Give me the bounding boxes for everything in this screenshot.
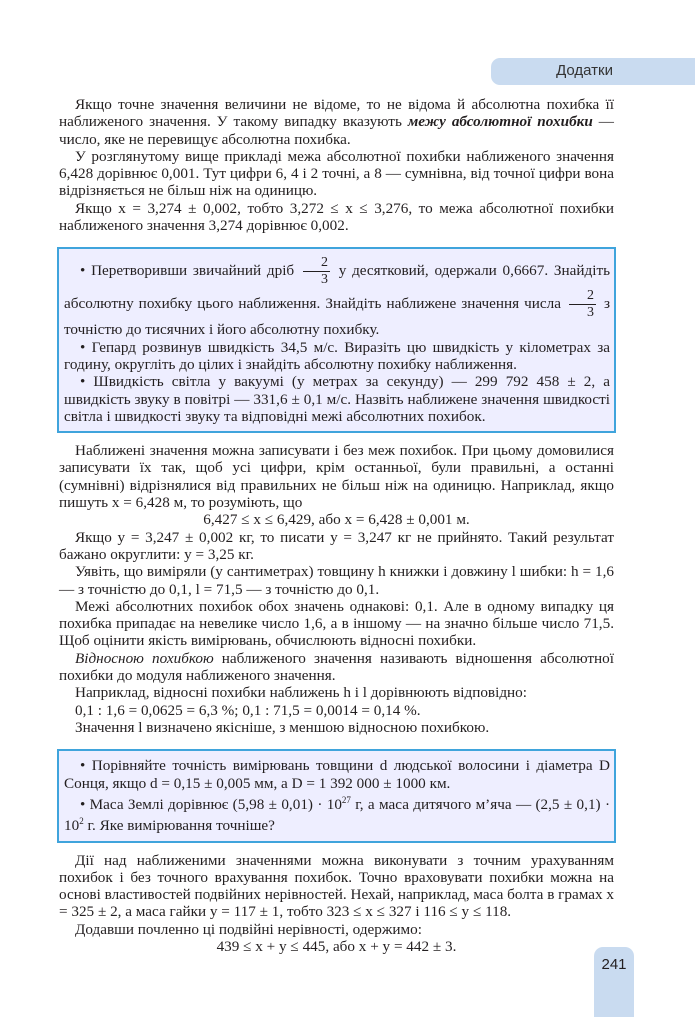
fraction-numerator: 2 — [303, 255, 330, 272]
fraction-two-thirds — [569, 288, 596, 321]
section-title: Додатки — [556, 62, 613, 79]
exponent: 27 — [341, 794, 351, 805]
paragraph-example-3274: Якщо x = 3,274 ± 0,002, тобто 3,272 ≤ x ≤ 3,276, то межа абсолютної похибки наближеного значення 3,274 дорівнює 0,002. — [59, 199, 614, 235]
paragraph-example-3247: Якщо y = 3,247 ± 0,002 кг, то писати y = 3,247 кг не прийнято. Такий результат бажано округлити: y = 3,25 кг. — [59, 528, 614, 563]
formula-6428: 6,427 ≤ x ≤ 6,429, або x = 6,428 ± 0,001 м. — [203, 511, 470, 529]
paragraph-adding: Додавши почленно ці подвійні нерівності, одержимо: — [75, 920, 422, 938]
text: з точністю до тисячних і його абсолютну похибку. — [64, 295, 611, 339]
text: г. Яке вимірювання точніше? — [83, 817, 275, 835]
term-relative-error: Відносною похибкою — [75, 649, 214, 667]
paragraph-approx-without-bounds: Наближені значення можна записувати і без меж похибок. При цьому домовилися записувати їх так, щоб усі цифри, крім останньої, були правильні, а останні (сумнівні) відрізнялися від правильних не більш ніж на одиницю. Наприклад, якщо пишуть x = 6,428 м, то розуміють, що — [59, 442, 614, 512]
paragraph-book-and-glass: Уявіть, що виміряли (у сантиметрах) товщину h книжки і довжину l шибки: h = 1,6 — з точністю до 0,1, l = 71,5 — з точністю до 0,1. — [59, 563, 614, 598]
formula-relative-errors: 0,1 : 1,6 = 0,0625 = 6,3 %; 0,1 : 71,5 = 0,0014 = 0,14 %. — [75, 701, 421, 719]
fraction-denominator: 3 — [320, 272, 328, 288]
fraction-denominator: 3 — [587, 305, 594, 321]
paragraph-l-better: Значення l визначено якісніше, з меншою відносною похибкою. — [75, 718, 490, 736]
paragraph-relative-example: Наприклад, відносні похибки наближень h і l дорівнюють відповідно: — [75, 684, 527, 702]
text: Якщо точне значення величини не відоме, то не відома й абсолютна похибка її наближеного значення. У такому випадку вказують — [59, 96, 614, 131]
text: — число, яке не перевищує абсолютна похибка. — [59, 113, 614, 148]
paragraph-relative-error-def — [59, 650, 614, 685]
exercise-speed-of-light: • Швидкість світла у вакуумі (у метрах за секунду) — 299 792 458 ± 2, а швидкість звуку в повітрі — 331,6 ± 0,1 м/с. Назвіть наближене значення швидкості світла і швидкості звуку та відповідні межі абсолютних похибок. — [64, 373, 610, 425]
exercise-cheetah: • Гепард розвинув швидкість 34,5 м/с. Виразіть цю швидкість у кілометрах за годину, округліть до цілих і знайдіть абсолютну похибку наближення. — [64, 338, 610, 373]
term-abs-error-bound: межу абсолютної похибки — [407, 113, 593, 131]
formula-sum: 439 ≤ x + y ≤ 445, або x + y = 442 ± 3. — [216, 938, 457, 955]
section-header-tab — [491, 58, 695, 85]
fraction-numerator: 2 — [569, 288, 596, 305]
text: у десятковий, одержали 0,6667. Знайдіть абсолютну похибку цього наближення. Знайдіть наближене значення числа — [64, 262, 611, 313]
text: г, а маса дитячого м’яча — (2,5 ± 0,1) · 10 — [64, 795, 611, 835]
page-number: 241 — [601, 956, 627, 973]
exponent: 2 — [79, 816, 84, 827]
text: • Перетворивши звичайний дріб — [80, 262, 295, 280]
text: • Маса Землі дорівнює (5,98 ± 0,01) · 10 — [80, 795, 342, 813]
exercise-box-2 — [57, 749, 616, 842]
paragraph-same-bounds: Межі абсолютних похибок обох значень однакові: 0,1. Але в одному випадку ця похибка припадає на невелике число 1,6, а в іншому — на значно більше число 71,5. Щоб оцінити якість вимірювань, обчислюють відносні похибки. — [59, 597, 614, 650]
paragraph-operations: Дії над наближеними значеннями можна виконувати з точним урахуванням похибок і без точного врахування похибок. Точно враховувати похибки можна на основі властивостей подвійних нерівностей. Нехай, наприклад, маса болта в грамах x = 325 ± 2, а маса гайки y = 117 ± 1, тобто 323 ≤ x ≤ 327 і 116 ≤ y ≤ 118. — [59, 851, 614, 921]
exercise-box-1 — [57, 247, 616, 433]
page-content — [59, 96, 614, 955]
exercise-earth-ball — [64, 792, 610, 835]
paragraph-abs-error-bound — [59, 96, 614, 148]
fraction-two-thirds — [303, 255, 330, 288]
text: наближеного значення називають відношення абсолютної похибки до модуля наближеного значення. — [59, 649, 614, 685]
paragraph-example-6428: У розглянутому вище прикладі межа абсолютної похибки наближеного значення 6,428 дорівнює 0,001. Тут цифри 6, 4 і 2 точні, а 8 — сумнівна, від точної цифри вона відрізняється не більш ніж на одиницю. — [59, 147, 614, 200]
page-number-tab — [594, 947, 634, 1017]
exercise-fraction — [64, 255, 610, 338]
exercise-hair-sun: • Порівняйте точність вимірювань товщини d людської волосини і діаметра D Сонця, якщо d = 0,15 ± 0,005 мм, а D = 1 392 000 ± 1000 км. — [64, 757, 610, 792]
